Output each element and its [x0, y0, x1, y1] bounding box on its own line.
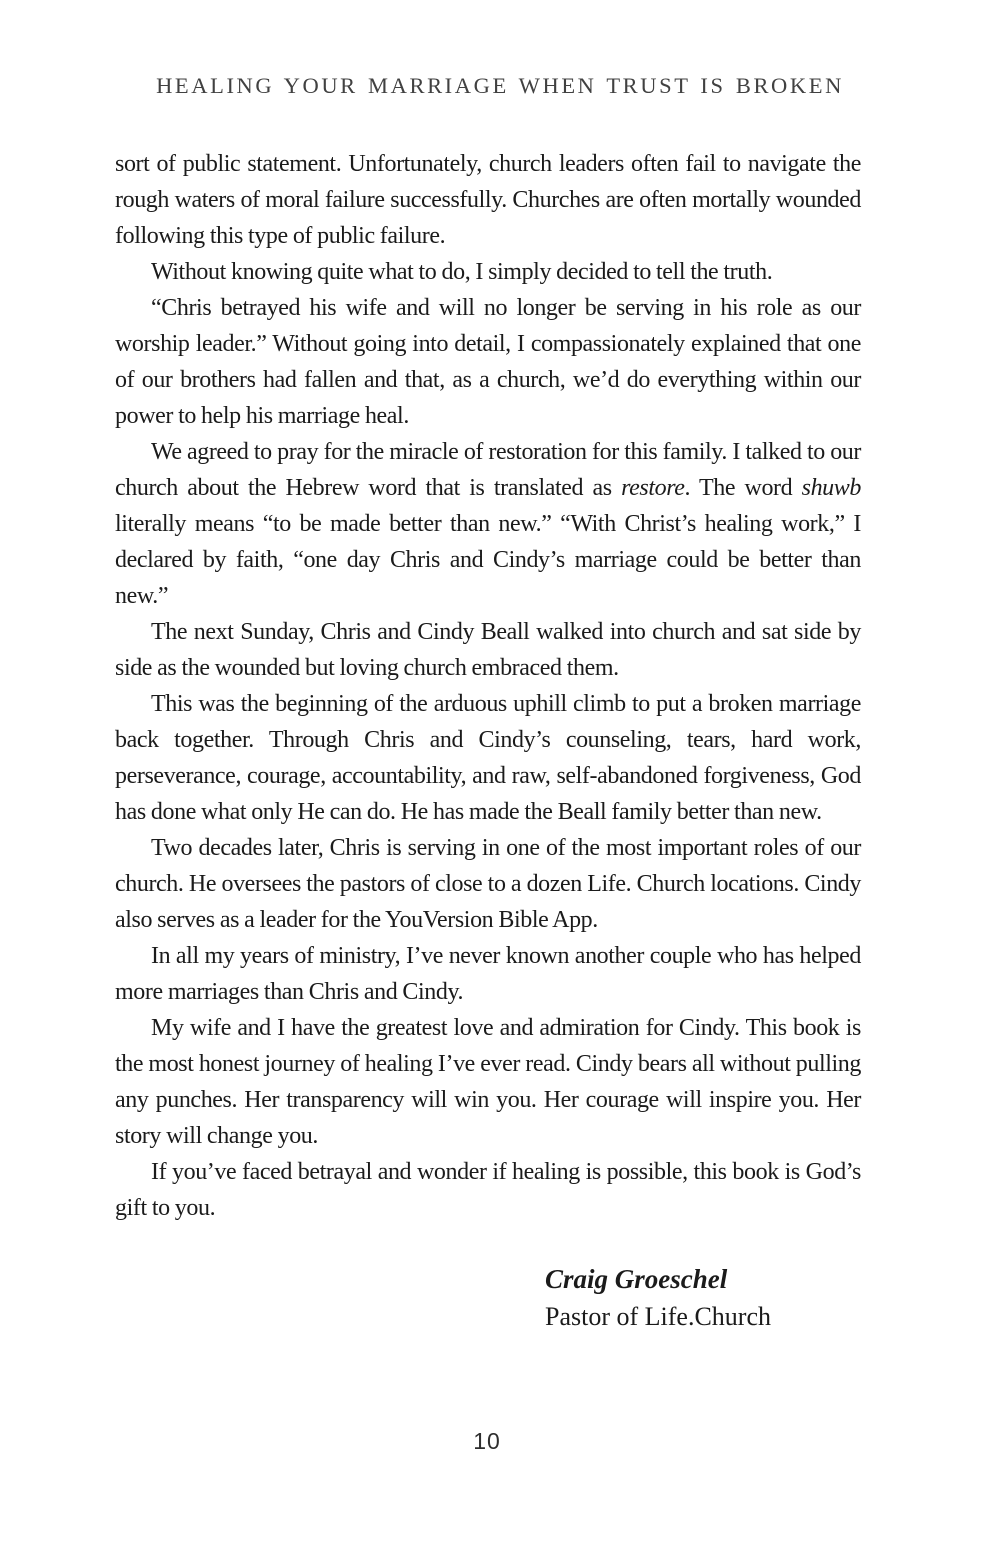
paragraph [115, 938, 861, 1010]
italic-text-run: shuwb [801, 475, 861, 501]
paragraph [115, 434, 861, 614]
text-run: sort of public statement. Unfortunately, church leaders often fail to navigate the rough waters of moral failure successfully. Churches are often mortally wounded following this type of public failure. [115, 151, 861, 249]
running-header: HEALING YOUR MARRIAGE WHEN TRUST IS BROKEN [156, 73, 844, 98]
paragraph [115, 686, 861, 830]
signature-name: Craig Groeschel [545, 1264, 728, 1294]
text-run: “Chris betrayed his wife and will no longer be serving in his role as our worship leader.” Without going into detail, I compassionately explained that one of our brothers had fallen and that, as a church, we’d do everything within our power to help his marriage heal. [115, 295, 861, 429]
text-run: In all my years of ministry, I’ve never known another couple who has helped more marriages than Chris and Cindy. [115, 943, 861, 1005]
text-run: If you’ve faced betrayal and wonder if healing is possible, this book is God’s gift to you. [115, 1159, 861, 1221]
text-run: literally means “to be made better than new.” “With Christ’s healing work,” I declared by faith, “one day Chris and Cindy’s marriage could be better than new.” [115, 511, 861, 609]
text-run: . The word [684, 475, 802, 501]
paragraph [115, 1010, 861, 1154]
text-run: Without knowing quite what to do, I simply decided to tell the truth. [151, 259, 773, 285]
italic-text-run: restore [621, 475, 685, 501]
paragraph [115, 1154, 861, 1226]
paragraph [115, 830, 861, 938]
body-text [115, 146, 861, 1226]
paragraph [115, 614, 861, 686]
paragraph [115, 254, 861, 290]
paragraph [115, 146, 861, 254]
text-run: The next Sunday, Chris and Cindy Beall walked into church and sat side by side as the wounded but loving church embraced them. [115, 619, 861, 681]
text-run: Two decades later, Chris is serving in one of the most important roles of our church. He oversees the pastors of close to a dozen Life. Church locations. Cindy also serves as a leader for the YouVersion Bible App. [115, 835, 861, 933]
page-number: 10 [473, 1428, 501, 1454]
text-run: My wife and I have the greatest love and admiration for Cindy. This book is the most honest journey of healing I’ve ever read. Cindy bears all without pulling any punches. Her transparency will win you. Her courage will inspire you. Her story will change you. [115, 1015, 861, 1149]
signature-title: Pastor of Life.Church [545, 1302, 772, 1331]
text-run: We agreed to pray for the miracle of restoration for this family. I talked to our church about the Hebrew word that is translated as [115, 439, 861, 501]
signature-block [545, 1260, 1000, 1336]
paragraph [115, 290, 861, 434]
text-run: This was the beginning of the arduous uphill climb to put a broken marriage back together. Through Chris and Cindy’s counseling, tears, hard work, perseverance, courage, accountability, and raw, self-abandoned forgiveness, God has done what only He can do. He has made the Beall family better than new. [115, 691, 861, 825]
